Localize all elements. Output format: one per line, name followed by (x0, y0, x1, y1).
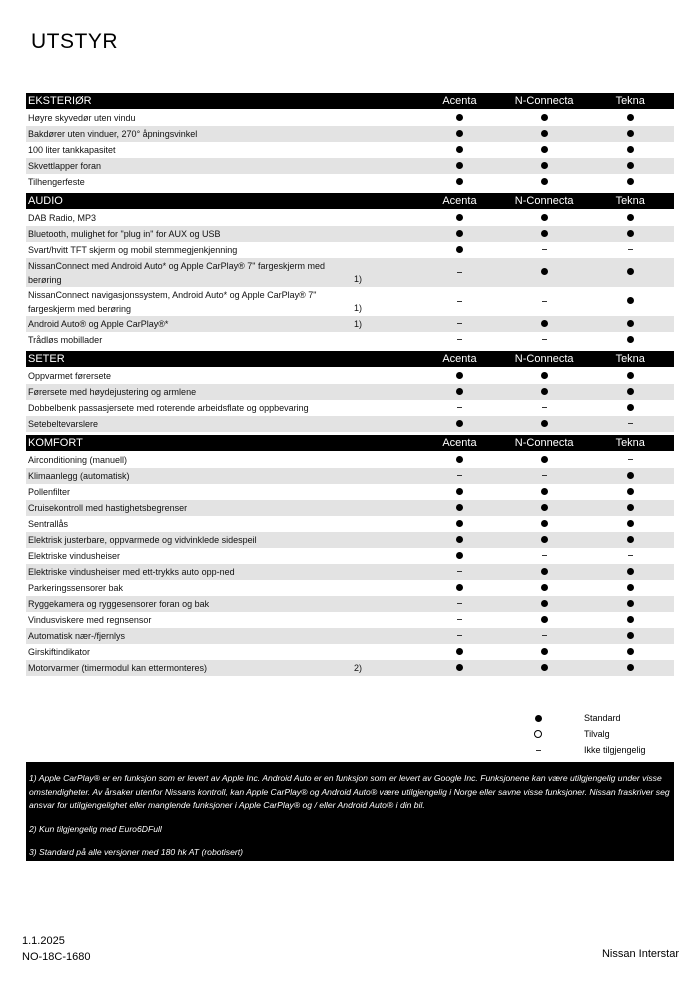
column-header: N-Connecta (514, 353, 574, 365)
availability-cell (502, 471, 587, 482)
standard-dot-icon (541, 214, 548, 221)
availability-cell (417, 296, 502, 307)
unavailable-dash-icon (542, 635, 547, 636)
standard-dot-icon (456, 456, 463, 463)
standard-dot-icon (541, 504, 548, 511)
availability-cell (417, 551, 502, 562)
feature-label: Klimaanlegg (automatisk) (28, 471, 130, 481)
standard-dot-icon (541, 584, 548, 591)
availability-cell (587, 503, 674, 514)
availability-cell (417, 419, 502, 430)
standard-dot-icon (541, 600, 548, 607)
availability-cell (587, 213, 674, 224)
unavailable-dash-icon (457, 301, 462, 302)
column-header: Acenta (442, 437, 477, 449)
availability-cell (417, 583, 502, 594)
standard-dot-icon (627, 520, 634, 527)
standard-dot-icon (456, 130, 463, 137)
table-row (26, 174, 674, 190)
table-row (26, 500, 674, 516)
unavailable-dash-icon (542, 407, 547, 408)
feature-label: Android Auto® og Apple CarPlay®* (28, 319, 169, 329)
unavailable-dash-icon (542, 475, 547, 476)
feature-label: NissanConnect med Android Auto* og Apple CarPlay® 7" fargeskjerm med berøring (28, 260, 325, 285)
section-title: AUDIO (28, 195, 63, 207)
standard-dot-icon (627, 268, 634, 275)
availability-cell (502, 229, 587, 240)
availability-cell (587, 245, 674, 256)
equipment-table (26, 93, 674, 676)
standard-dot-icon (541, 178, 548, 185)
standard-dot-icon (627, 162, 634, 169)
availability-cell (587, 455, 674, 466)
feature-label: Elektriske vindusheiser (28, 551, 121, 561)
availability-cell (502, 296, 587, 307)
section-title: KOMFORT (28, 437, 83, 449)
table-row (26, 596, 674, 612)
availability-cell (587, 129, 674, 140)
standard-dot-icon (627, 488, 634, 495)
footnote-ref: 1) (353, 274, 362, 284)
unavailable-dash-icon (457, 407, 462, 408)
feature-label: Motorvarmer (timermodul kan ettermonteres) (28, 663, 208, 673)
section-title: EKSTERIØR (28, 95, 92, 107)
legend-label: Standard (584, 713, 621, 723)
legend-item (530, 726, 646, 742)
feature-label: Trådløs mobillader (28, 335, 103, 345)
standard-dot-icon (456, 246, 463, 253)
availability-cell (417, 615, 502, 626)
standard-dot-icon (627, 146, 634, 153)
standard-dot-icon (456, 488, 463, 495)
standard-dot-icon (456, 552, 463, 559)
standard-dot-icon (627, 320, 634, 327)
availability-cell (587, 487, 674, 498)
availability-cell (587, 296, 674, 307)
availability-cell (502, 455, 587, 466)
availability-cell (502, 129, 587, 140)
column-header: N-Connecta (514, 437, 574, 449)
table-row (26, 287, 674, 316)
column-header: N-Connecta (514, 195, 574, 207)
availability-cell (502, 335, 587, 346)
feature-label: Ryggekamera og ryggesensorer foran og bak (28, 599, 210, 609)
availability-cell (417, 229, 502, 240)
table-row (26, 158, 674, 174)
standard-dot-icon (627, 472, 634, 479)
unavailable-dash-icon (628, 249, 633, 250)
table-row (26, 452, 674, 468)
feature-label: Elektriske vindusheiser med ett-trykks auto opp-ned (28, 567, 235, 577)
availability-cell (417, 471, 502, 482)
standard-dot-icon (541, 130, 548, 137)
availability-cell (587, 371, 674, 382)
feature-label: Bakdører uten vinduer, 270° åpningsvinkel (28, 129, 198, 139)
feature-label: Airconditioning (manuell) (28, 455, 128, 465)
standard-dot-icon (541, 146, 548, 153)
availability-cell (587, 615, 674, 626)
availability-cell (417, 161, 502, 172)
feature-label: Skvettlapper foran (28, 161, 102, 171)
legend-symbol (530, 715, 546, 722)
availability-cell (502, 371, 587, 382)
standard-dot-icon (541, 648, 548, 655)
table-row (26, 226, 674, 242)
page-title: UTSTYR (31, 30, 118, 53)
availability-cell (502, 551, 587, 562)
unavailable-dash-icon (542, 301, 547, 302)
availability-cell (502, 213, 587, 224)
footnote-ref: 1) (353, 319, 362, 329)
legend-label: Ikke tilgjengelig (584, 745, 646, 755)
standard-dot-icon (627, 536, 634, 543)
feature-label: Oppvarmet førersete (28, 371, 112, 381)
section-title: SETER (28, 353, 65, 365)
availability-cell (502, 503, 587, 514)
availability-cell (502, 403, 587, 414)
unavailable-dash-icon (457, 603, 462, 604)
standard-dot-icon (456, 372, 463, 379)
standard-dot-icon (627, 404, 634, 411)
legend-label: Tilvalg (584, 729, 610, 739)
feature-label: Tilhengerfeste (28, 177, 85, 187)
standard-dot-icon (627, 130, 634, 137)
standard-dot-icon (541, 230, 548, 237)
unavailable-dash-icon (457, 323, 462, 324)
standard-dot-icon (627, 616, 634, 623)
availability-cell (502, 583, 587, 594)
availability-cell (417, 387, 502, 398)
feature-label: 100 liter tankkapasitet (28, 145, 116, 155)
unavailable-dash-icon (628, 555, 633, 556)
column-header: N-Connecta (514, 95, 574, 107)
standard-dot-icon (627, 336, 634, 343)
availability-cell (417, 403, 502, 414)
availability-cell (587, 113, 674, 124)
feature-label: Svart/hvitt TFT skjerm og mobil stemmegjenkjenning (28, 245, 238, 255)
standard-dot-icon (627, 648, 634, 655)
standard-dot-icon (456, 388, 463, 395)
standard-dot-icon (627, 178, 634, 185)
column-header: Acenta (442, 95, 477, 107)
unavailable-dash-icon (457, 619, 462, 620)
table-row (26, 516, 674, 532)
feature-label: Førersete med høydejustering og armlene (28, 387, 197, 397)
standard-dot-icon (627, 568, 634, 575)
standard-dot-icon (456, 230, 463, 237)
standard-dot-icon (541, 488, 548, 495)
availability-cell (587, 177, 674, 188)
feature-label: Girskiftindikator (28, 647, 91, 657)
standard-dot-icon (541, 616, 548, 623)
table-row (26, 660, 674, 676)
availability-cell (417, 177, 502, 188)
footnote-ref: 2) (353, 663, 362, 673)
availability-cell (587, 267, 674, 278)
footnote-ref: 1) (353, 303, 362, 313)
availability-cell (587, 519, 674, 530)
standard-dot-icon (456, 584, 463, 591)
note-gap (29, 836, 671, 846)
availability-cell (417, 647, 502, 658)
availability-cell (417, 599, 502, 610)
availability-cell (417, 267, 502, 278)
availability-cell (417, 663, 502, 674)
unavailable-dash-icon (628, 459, 633, 460)
legend-item (530, 710, 646, 726)
table-row (26, 242, 674, 258)
availability-cell (417, 503, 502, 514)
availability-cell (587, 229, 674, 240)
legend-symbol (530, 730, 546, 738)
section-header (26, 435, 674, 451)
table-row (26, 564, 674, 580)
availability-cell (587, 551, 674, 562)
availability-cell (587, 535, 674, 546)
feature-label: Automatisk nær-/fjernlys (28, 631, 126, 641)
standard-dot-icon (541, 268, 548, 275)
availability-cell (587, 335, 674, 346)
availability-cell (587, 599, 674, 610)
table-row (26, 468, 674, 484)
standard-dot-icon (627, 230, 634, 237)
standard-dot-icon (541, 664, 548, 671)
unavailable-dash-icon (457, 339, 462, 340)
availability-cell (417, 335, 502, 346)
availability-cell (587, 319, 674, 330)
column-header: Tekna (615, 95, 645, 107)
availability-cell (417, 213, 502, 224)
feature-label: Sentrallås (28, 519, 69, 529)
legend-item (530, 742, 646, 758)
column-header: Acenta (442, 195, 477, 207)
feature-label: NissanConnect navigasjonssystem, Android Auto* og Apple CarPlay® 7" fargeskjerm med berøring (28, 289, 317, 314)
unavailable-dash-icon (457, 571, 462, 572)
availability-cell (587, 647, 674, 658)
table-row (26, 126, 674, 142)
table-row (26, 628, 674, 644)
feature-label: Elektrisk justerbare, oppvarmede og vidvinklede sidespeil (28, 535, 257, 545)
availability-cell (587, 471, 674, 482)
feature-label: Vindusviskere med regnsensor (28, 615, 152, 625)
standard-dot-icon (541, 456, 548, 463)
standard-dot-icon (541, 420, 548, 427)
standard-dot-icon (541, 114, 548, 121)
standard-dot-icon (456, 178, 463, 185)
footer-date: 1.1.2025 (22, 935, 65, 947)
availability-cell (587, 145, 674, 156)
availability-cell (502, 245, 587, 256)
table-row (26, 110, 674, 126)
standard-dot-icon (456, 664, 463, 671)
table-row (26, 142, 674, 158)
availability-cell (502, 145, 587, 156)
table-row (26, 644, 674, 660)
unavailable-dash-icon (457, 272, 462, 273)
availability-cell (502, 177, 587, 188)
column-header: Acenta (442, 353, 477, 365)
table-row (26, 384, 674, 400)
table-row (26, 580, 674, 596)
standard-dot-icon (456, 214, 463, 221)
availability-cell (417, 129, 502, 140)
standard-dot-icon (541, 520, 548, 527)
standard-dot-icon (541, 320, 548, 327)
standard-dot-icon (456, 146, 463, 153)
standard-dot-icon (456, 520, 463, 527)
feature-label: Dobbelbenk passasjersete med roterende arbeidsflate og oppbevaring (28, 403, 309, 413)
legend-symbol (530, 750, 546, 751)
standard-dot-icon (627, 372, 634, 379)
unavailable-dash-icon (542, 249, 547, 250)
standard-dot-icon (627, 584, 634, 591)
table-row (26, 316, 674, 332)
standard-dot-icon (627, 600, 634, 607)
availability-cell (417, 145, 502, 156)
availability-cell (587, 161, 674, 172)
standard-dot-icon (456, 648, 463, 655)
standard-dot-icon (456, 504, 463, 511)
availability-cell (502, 535, 587, 546)
table-row (26, 368, 674, 384)
availability-cell (502, 319, 587, 330)
standard-dot-icon (541, 536, 548, 543)
availability-cell (417, 535, 502, 546)
availability-cell (502, 615, 587, 626)
standard-dot-icon (541, 568, 548, 575)
standard-dot-icon (456, 420, 463, 427)
legend (530, 710, 646, 758)
feature-label: Setebeltevarslere (28, 419, 99, 429)
availability-cell (587, 567, 674, 578)
availability-cell (502, 631, 587, 642)
availability-cell (502, 419, 587, 430)
availability-cell (417, 567, 502, 578)
optional-ring-icon (534, 730, 542, 738)
availability-cell (502, 387, 587, 398)
availability-cell (502, 647, 587, 658)
availability-cell (587, 583, 674, 594)
feature-label: DAB Radio, MP3 (28, 213, 97, 223)
availability-cell (502, 519, 587, 530)
standard-dot-icon (627, 664, 634, 671)
feature-label: Cruisekontroll med hastighetsbegrenser (28, 503, 188, 513)
standard-dot-icon (627, 214, 634, 221)
availability-cell (417, 519, 502, 530)
footer-meta (22, 933, 90, 965)
availability-cell (502, 567, 587, 578)
standard-dot-icon (541, 372, 548, 379)
unavailable-dash-icon (542, 555, 547, 556)
availability-cell (417, 455, 502, 466)
standard-dot-icon (627, 504, 634, 511)
table-row (26, 416, 674, 432)
availability-cell (502, 487, 587, 498)
standard-dot-icon (627, 114, 634, 121)
standard-dot-icon (541, 388, 548, 395)
table-row (26, 258, 674, 287)
standard-dot-icon (456, 536, 463, 543)
availability-cell (502, 599, 587, 610)
table-row (26, 332, 674, 348)
table-row (26, 210, 674, 226)
section-header (26, 193, 674, 209)
availability-cell (587, 403, 674, 414)
column-header: Tekna (615, 195, 645, 207)
feature-label: Parkeringssensorer bak (28, 583, 124, 593)
availability-cell (502, 663, 587, 674)
footnote-text: 1) Apple CarPlay® er en funksjon som er levert av Apple Inc. Android Auto er en funksjon som er levert av Google Inc. Funksjonene kan være utilgjengelig under visse omstendigheter. Av årsaker utenfor Nissans kontroll, kan Apple CarPlay® og Android Auto® være utilgjengelig i Norge eller savne visse funksjoner. Nissan fraskriver seg ansvar for utilgjengelighet eller manglende funksjoner i Apple CarPlay® og / eller Android Auto® i din bil. (29, 773, 670, 810)
footer-code: NO-18C-1680 (22, 951, 91, 963)
availability-cell (502, 161, 587, 172)
standard-dot-icon (541, 162, 548, 169)
column-header: Tekna (615, 437, 645, 449)
feature-label: Høyre skyvedør uten vindu (28, 113, 136, 123)
table-row (26, 548, 674, 564)
feature-label: Pollenfilter (28, 487, 71, 497)
unavailable-dash-icon (457, 475, 462, 476)
standard-dot-icon (535, 715, 542, 722)
table-row (26, 532, 674, 548)
availability-cell (587, 419, 674, 430)
availability-cell (417, 487, 502, 498)
availability-cell (587, 663, 674, 674)
availability-cell (587, 631, 674, 642)
note-gap (29, 813, 671, 823)
table-row (26, 612, 674, 628)
table-row (26, 400, 674, 416)
section-header (26, 93, 674, 109)
standard-dot-icon (627, 297, 634, 304)
unavailable-dash-icon (628, 423, 633, 424)
availability-cell (417, 319, 502, 330)
unavailable-dash-icon (536, 750, 541, 751)
section-header (26, 351, 674, 367)
availability-cell (417, 245, 502, 256)
footnote-text: 3) Standard på alle versjoner med 180 hk AT (robotisert) (29, 847, 243, 857)
availability-cell (502, 113, 587, 124)
unavailable-dash-icon (457, 635, 462, 636)
standard-dot-icon (456, 114, 463, 121)
footnotes-box (26, 762, 674, 861)
availability-cell (417, 631, 502, 642)
standard-dot-icon (627, 388, 634, 395)
standard-dot-icon (456, 162, 463, 169)
footnote-text: 2) Kun tilgjengelig med Euro6DFull (29, 823, 162, 834)
availability-cell (417, 113, 502, 124)
table-row (26, 484, 674, 500)
availability-cell (502, 267, 587, 278)
availability-cell (417, 371, 502, 382)
availability-cell (587, 387, 674, 398)
unavailable-dash-icon (542, 339, 547, 340)
column-header: Tekna (615, 353, 645, 365)
footer-model: Nissan Interstar (601, 948, 679, 960)
standard-dot-icon (627, 632, 634, 639)
feature-label: Bluetooth, mulighet for "plug in" for AUX og USB (28, 229, 221, 239)
